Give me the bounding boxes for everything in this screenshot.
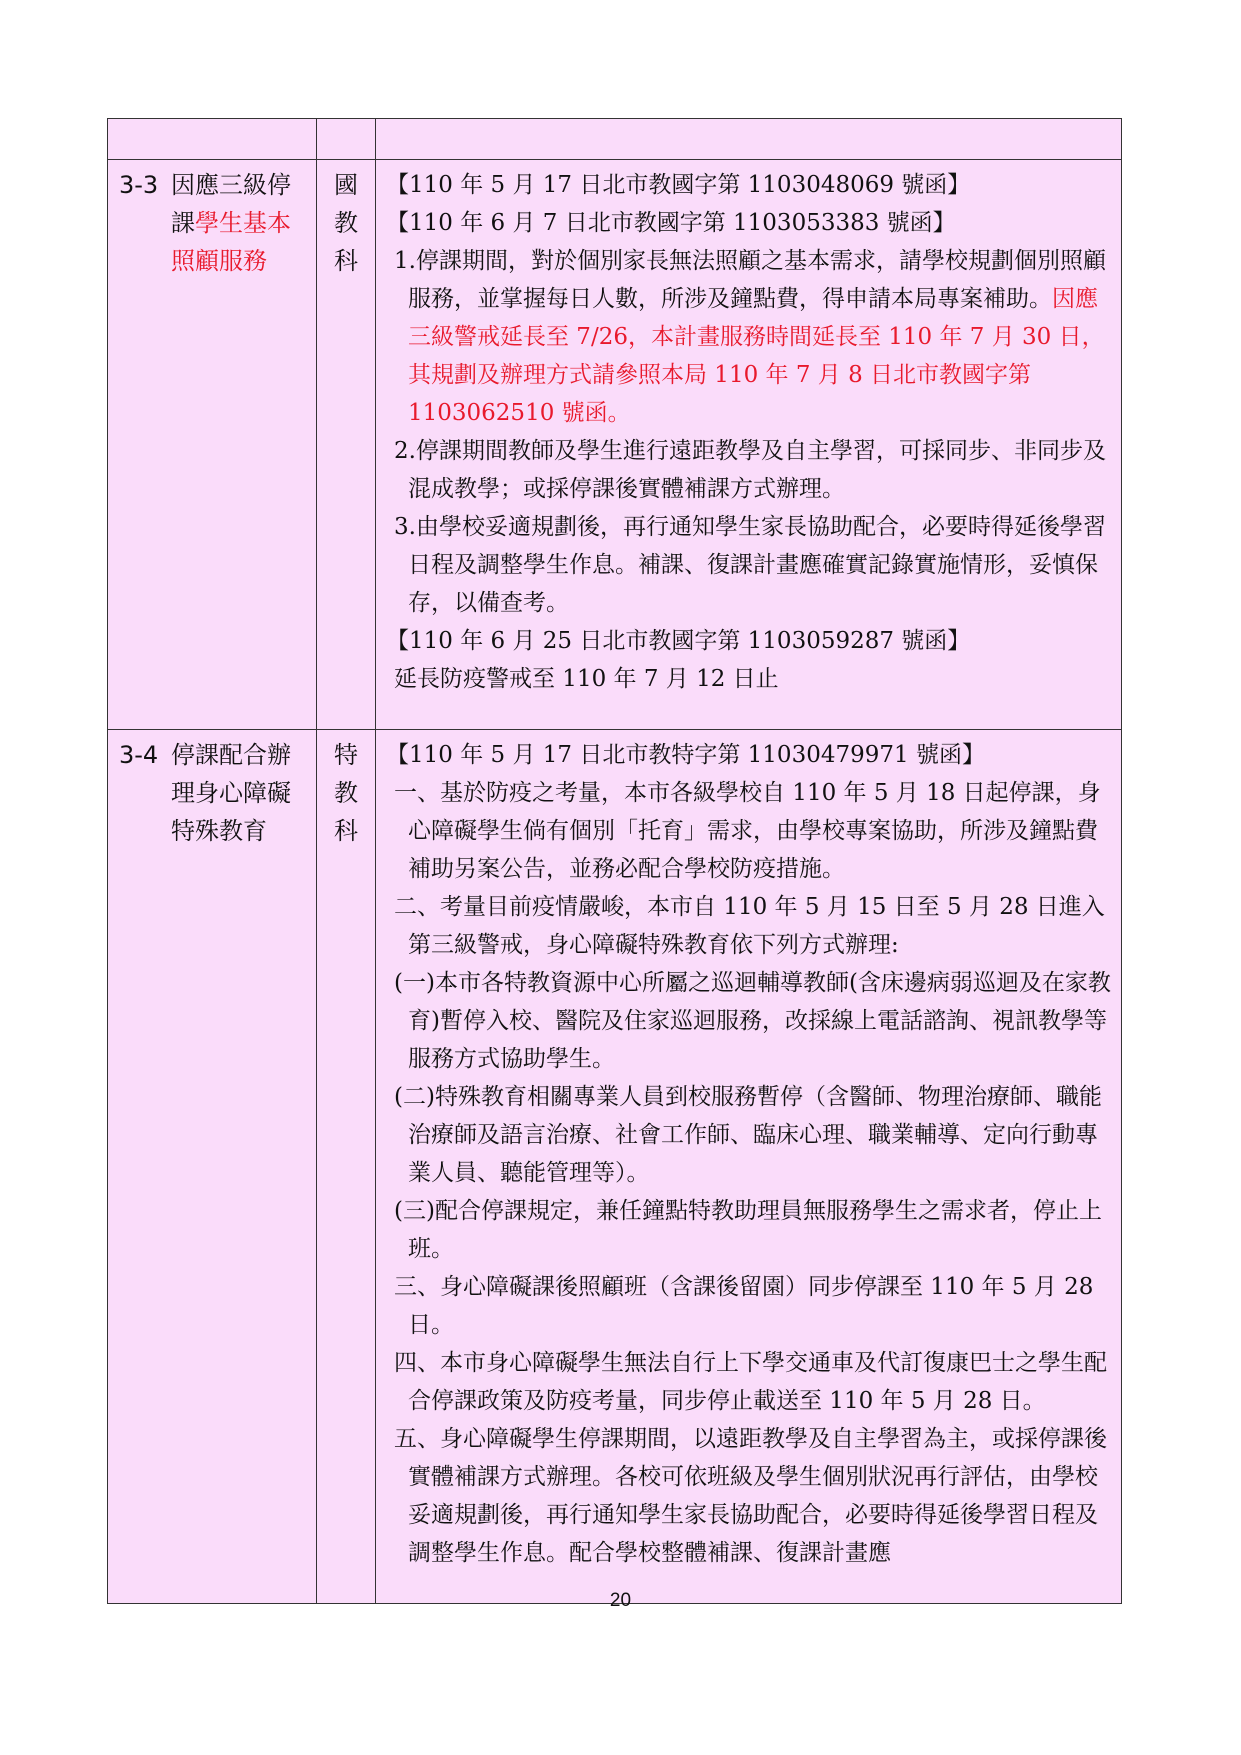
item-title-line: 理身心障礙 (171, 779, 291, 807)
item-title-line: 課 (171, 209, 195, 237)
department-cell (317, 160, 376, 730)
reference-line: 【110 年 6 月 7 日北市教國字第 1103053383 號函】 (386, 210, 956, 236)
table-row (108, 730, 1122, 1604)
department-char: 科 (334, 817, 358, 845)
item-cell (108, 730, 317, 1604)
content-paragraph: 四、本市身心障礙學生無法自行上下學交通車及代訂復康巴士之學生配合停課政策及防疫考量，同步停止載送至 110 年 5 月 28 日。 (394, 1350, 1107, 1414)
content-paragraph: (二)特殊教育相關專業人員到校服務暫停（含醫師、物理治療師、職能治療師及語言治療、社會工作師、臨床心理、職業輔導、定向行動專業人員、聽能管理等）。 (394, 1084, 1102, 1186)
empty-cell (108, 119, 317, 160)
item-title-line: 因應三級停 (171, 171, 291, 199)
content-paragraph: 一、基於防疫之考量，本市各級學校自 110 年 5 月 18 日起停課，身心障礙學生倘有個別「托育」需求，由學校專案協助，所涉及鐘點費補助另案公告，並務必配合學校防疫措施。 (394, 780, 1101, 882)
paragraph-highlight: 因應三級警戒延長至 7/26，本計畫服務時間延長至 110 年 7 月 30 日，其規劃及辦理方式請參照本局 110 年 7 月 8 日北市教國字第 1103062510 號函。 (408, 286, 1105, 426)
item-cell (108, 160, 317, 730)
content-paragraph: 五、身心障礙學生停課期間，以遠距教學及自主學習為主，或採停課後實體補課方式辦理。各校可依班級及學生個別狀況再行評估，由學校妥適規劃後，再行通知學生家長協助配合，必要時得延後學習日程及調整學生作息。配合學校整體補課、復課計畫應 (394, 1426, 1107, 1566)
item-title-highlight: 學生基本 (195, 209, 291, 237)
department-char: 國 (334, 171, 358, 199)
department-char: 科 (334, 247, 358, 275)
department-char: 教 (334, 779, 358, 807)
content-paragraph: 2.停課期間教師及學生進行遠距教學及自主學習，可採同步、非同步及混成教學；或採停課後實體補課方式辦理。 (394, 438, 1106, 502)
reference-line: 【110 年 5 月 17 日北市教特字第 11030479971 號函】 (386, 742, 985, 768)
department-char: 特 (334, 741, 358, 769)
page-number: 20 (609, 1590, 632, 1611)
table-header-row (108, 119, 1122, 160)
empty-cell (317, 119, 376, 160)
content-cell (376, 730, 1122, 1604)
reference-line: 【110 年 5 月 17 日北市教國字第 1103048069 號函】 (386, 172, 971, 198)
department-char: 教 (334, 209, 358, 237)
department-cell (317, 730, 376, 1604)
content-paragraph: 延長防疫警戒至 110 年 7 月 12 日止 (394, 666, 779, 692)
content-paragraph: 二、考量目前疫情嚴峻，本市自 110 年 5 月 15 日至 5 月 28 日進入第三級警戒，身心障礙特殊教育依下列方式辦理: (394, 894, 1105, 958)
reference-line: 【110 年 6 月 25 日北市教國字第 1103059287 號函】 (386, 628, 971, 654)
content-paragraph: 三、身心障礙課後照顧班（含課後留園）同步停課至 110 年 5 月 28 日。 (394, 1274, 1094, 1338)
item-title-line: 特殊教育 (171, 817, 267, 845)
content-paragraph: 3.由學校妥適規劃後，再行通知學生家長協助配合，必要時得延後學習日程及調整學生作息。補課、復課計畫應確實記錄實施情形，妥慎保存，以備查考。 (394, 514, 1106, 616)
content-paragraph: (三)配合停課規定，兼任鐘點特教助理員無服務學生之需求者，停止上班。 (394, 1198, 1102, 1262)
empty-cell (376, 119, 1122, 160)
content-paragraph (394, 242, 1113, 432)
table-row (108, 160, 1122, 730)
item-title-line: 停課配合辦 (171, 741, 291, 769)
item-number: 3-3 (119, 171, 159, 199)
content-paragraph: (一)本市各特教資源中心所屬之巡迴輔導教師(含床邊病弱巡迴及在家教育)暫停入校、醫院及住家巡迴服務，改採線上電話諮詢、視訊教學等服務方式協助學生。 (394, 970, 1111, 1072)
paragraph-text: 1.停課期間，對於個別家長無法照顧之基本需求，請學校規劃個別照顧服務，並掌握每日人數，所涉及鐘點費，得申請本局專案補助。 (394, 248, 1106, 312)
policy-table (107, 118, 1122, 1604)
content-cell (376, 160, 1122, 730)
item-number: 3-4 (119, 741, 159, 769)
item-title-highlight: 照顧服務 (171, 247, 267, 275)
